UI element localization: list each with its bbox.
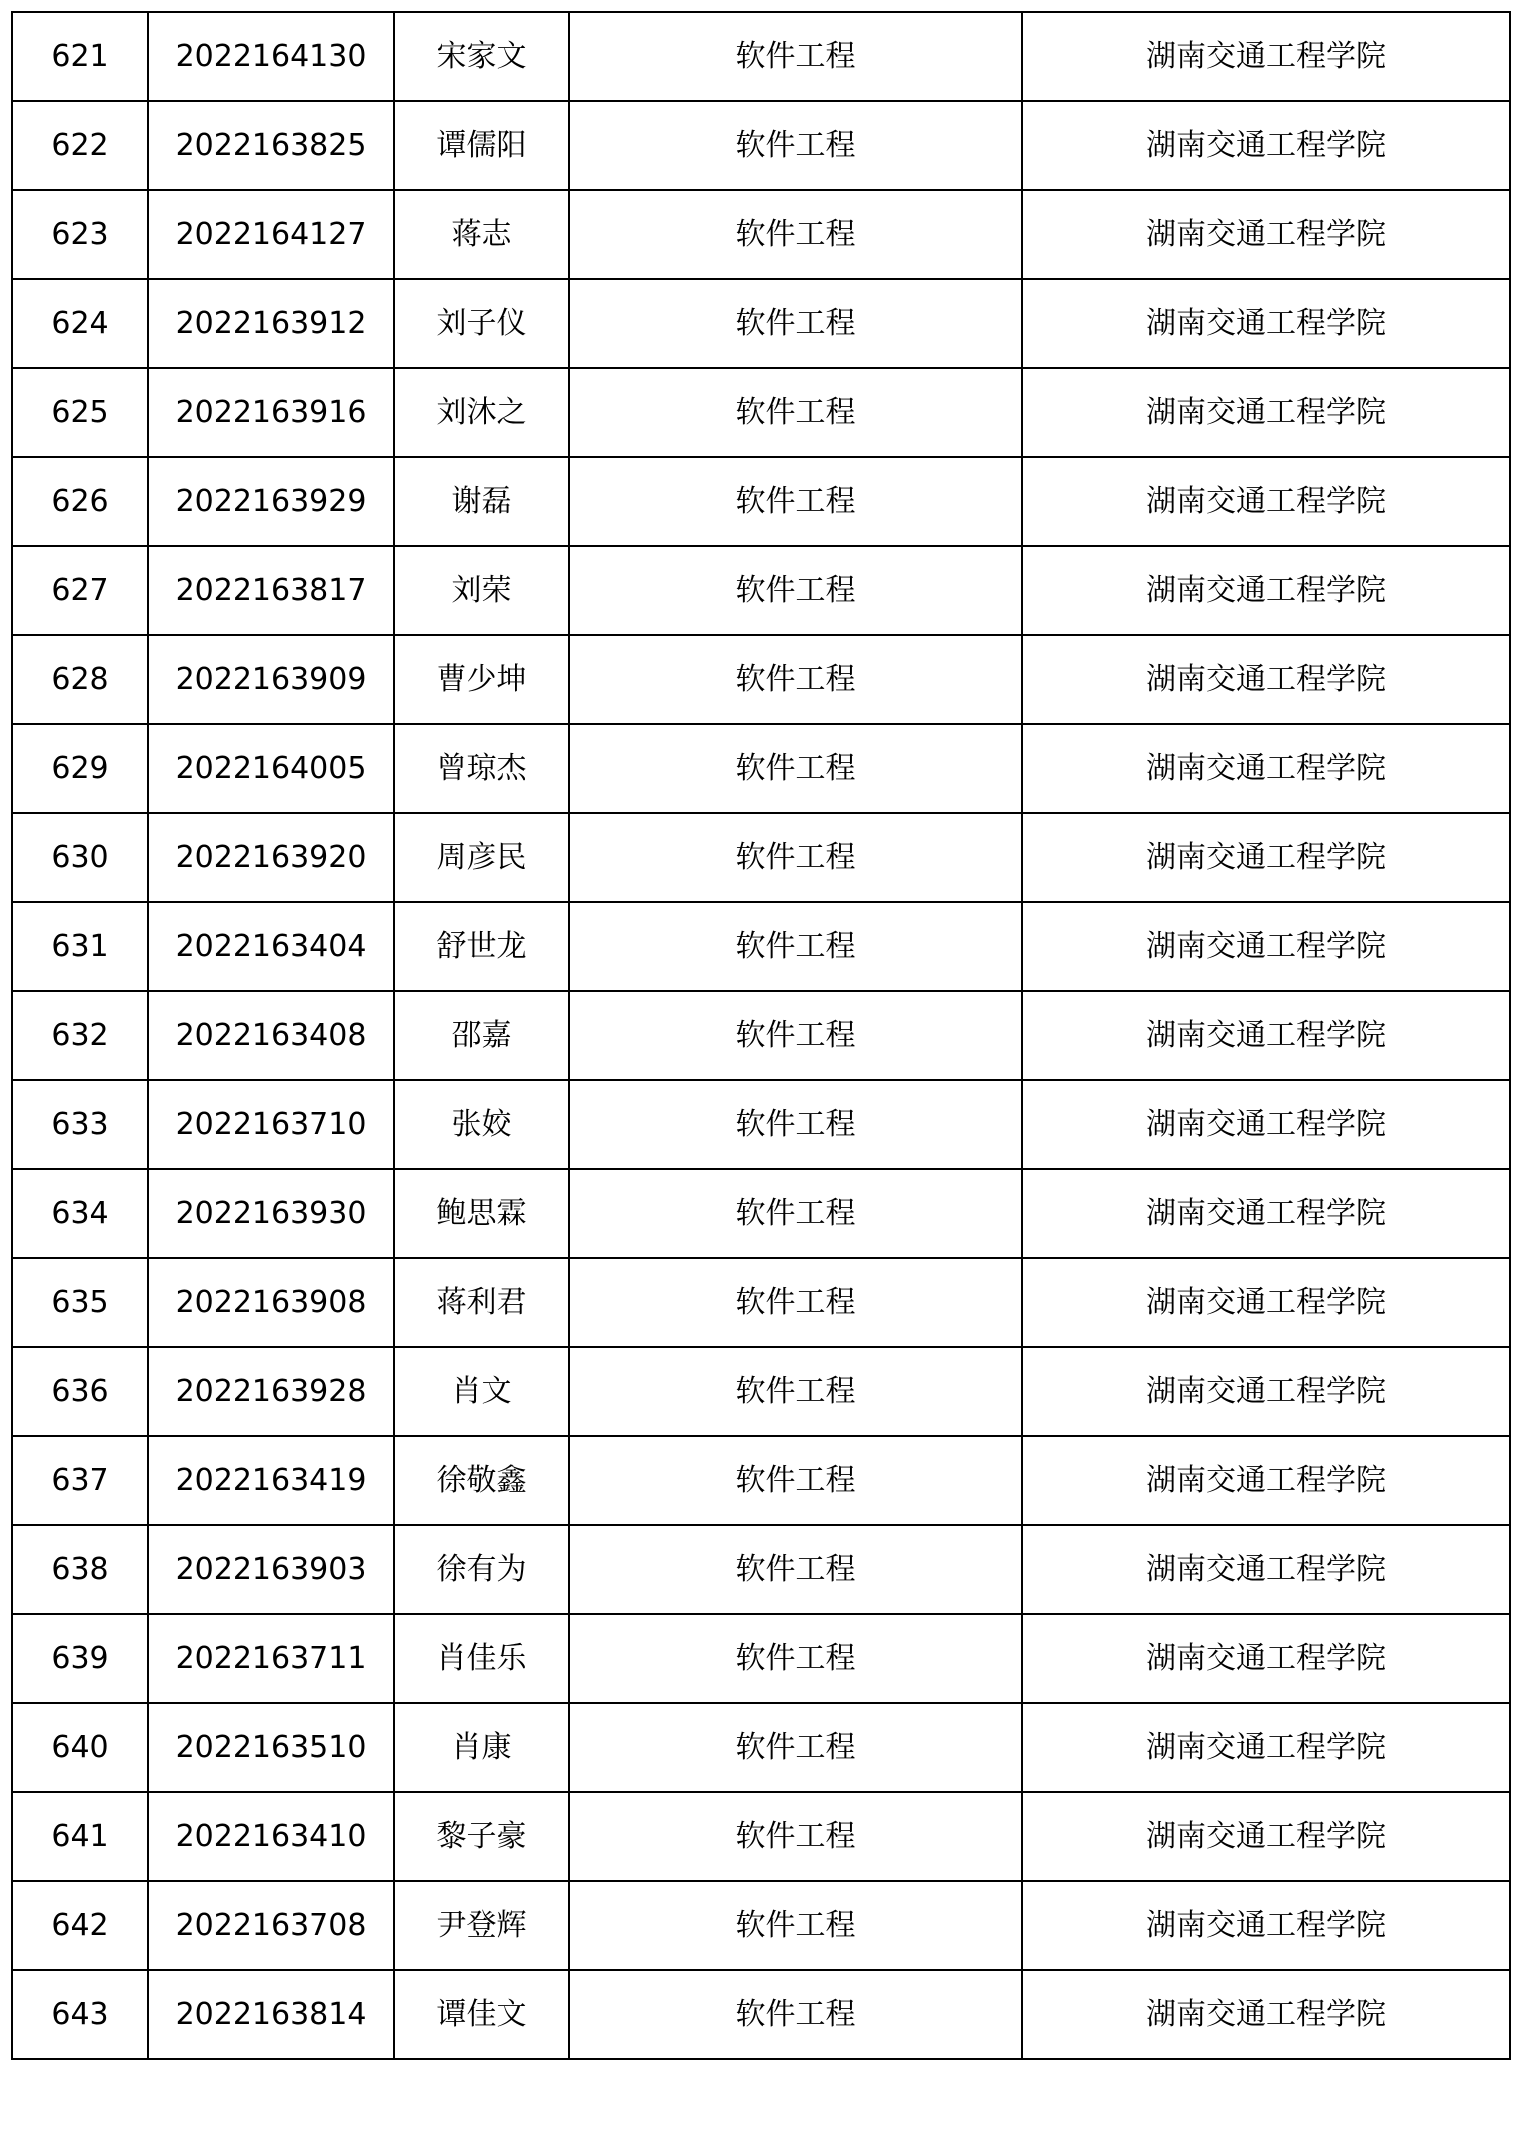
table-row (12, 813, 1510, 902)
student-name-cell: 谭佳文 (394, 1970, 569, 2059)
table-row (12, 1792, 1510, 1881)
table-row (12, 991, 1510, 1080)
serial-number-cell: 642 (12, 1881, 148, 1970)
serial-number-cell: 623 (12, 190, 148, 279)
major-cell: 软件工程 (569, 1525, 1022, 1614)
student-name-cell: 曾琼杰 (394, 724, 569, 813)
student-name-cell: 刘荣 (394, 546, 569, 635)
major-cell: 软件工程 (569, 1080, 1022, 1169)
table-row (12, 1881, 1510, 1970)
student-name-cell: 张姣 (394, 1080, 569, 1169)
table-row (12, 546, 1510, 635)
major-cell: 软件工程 (569, 279, 1022, 368)
student-roster-table (11, 11, 1511, 2060)
student-name-cell: 邵嘉 (394, 991, 569, 1080)
table-row (12, 1436, 1510, 1525)
serial-number-cell: 638 (12, 1525, 148, 1614)
table-row (12, 1703, 1510, 1792)
table-row (12, 1169, 1510, 1258)
major-cell: 软件工程 (569, 635, 1022, 724)
student-name-cell: 肖康 (394, 1703, 569, 1792)
table-row (12, 457, 1510, 546)
serial-number-cell: 637 (12, 1436, 148, 1525)
major-cell: 软件工程 (569, 368, 1022, 457)
school-cell: 湖南交通工程学院 (1022, 279, 1510, 368)
major-cell: 软件工程 (569, 1347, 1022, 1436)
student-id-cell: 2022163825 (148, 101, 394, 190)
school-cell: 湖南交通工程学院 (1022, 1792, 1510, 1881)
student-name-cell: 徐有为 (394, 1525, 569, 1614)
major-cell: 软件工程 (569, 991, 1022, 1080)
student-id-cell: 2022163408 (148, 991, 394, 1080)
student-name-cell: 曹少坤 (394, 635, 569, 724)
student-id-cell: 2022163903 (148, 1525, 394, 1614)
major-cell: 软件工程 (569, 101, 1022, 190)
table-row (12, 1525, 1510, 1614)
student-id-cell: 2022163930 (148, 1169, 394, 1258)
school-cell: 湖南交通工程学院 (1022, 1881, 1510, 1970)
student-name-cell: 肖佳乐 (394, 1614, 569, 1703)
student-name-cell: 舒世龙 (394, 902, 569, 991)
table-row (12, 1258, 1510, 1347)
serial-number-cell: 625 (12, 368, 148, 457)
student-name-cell: 宋家文 (394, 12, 569, 101)
student-id-cell: 2022163928 (148, 1347, 394, 1436)
major-cell: 软件工程 (569, 724, 1022, 813)
student-id-cell: 2022163410 (148, 1792, 394, 1881)
student-id-cell: 2022163814 (148, 1970, 394, 2059)
major-cell: 软件工程 (569, 1970, 1022, 2059)
serial-number-cell: 636 (12, 1347, 148, 1436)
serial-number-cell: 621 (12, 12, 148, 101)
school-cell: 湖南交通工程学院 (1022, 813, 1510, 902)
major-cell: 软件工程 (569, 1436, 1022, 1525)
serial-number-cell: 622 (12, 101, 148, 190)
school-cell: 湖南交通工程学院 (1022, 1258, 1510, 1347)
major-cell: 软件工程 (569, 190, 1022, 279)
student-id-cell: 2022163711 (148, 1614, 394, 1703)
student-name-cell: 谭儒阳 (394, 101, 569, 190)
roster-body (12, 12, 1510, 2059)
school-cell: 湖南交通工程学院 (1022, 1080, 1510, 1169)
table-row (12, 902, 1510, 991)
table-row (12, 12, 1510, 101)
table-row (12, 101, 1510, 190)
student-id-cell: 2022163909 (148, 635, 394, 724)
serial-number-cell: 640 (12, 1703, 148, 1792)
school-cell: 湖南交通工程学院 (1022, 1436, 1510, 1525)
major-cell: 软件工程 (569, 546, 1022, 635)
major-cell: 软件工程 (569, 1881, 1022, 1970)
student-name-cell: 谢磊 (394, 457, 569, 546)
student-id-cell: 2022163817 (148, 546, 394, 635)
major-cell: 软件工程 (569, 813, 1022, 902)
serial-number-cell: 627 (12, 546, 148, 635)
serial-number-cell: 626 (12, 457, 148, 546)
table-row (12, 724, 1510, 813)
serial-number-cell: 629 (12, 724, 148, 813)
student-name-cell: 肖文 (394, 1347, 569, 1436)
student-id-cell: 2022164005 (148, 724, 394, 813)
serial-number-cell: 632 (12, 991, 148, 1080)
school-cell: 湖南交通工程学院 (1022, 1614, 1510, 1703)
school-cell: 湖南交通工程学院 (1022, 457, 1510, 546)
major-cell: 软件工程 (569, 12, 1022, 101)
major-cell: 软件工程 (569, 1258, 1022, 1347)
serial-number-cell: 631 (12, 902, 148, 991)
serial-number-cell: 624 (12, 279, 148, 368)
table-row (12, 190, 1510, 279)
major-cell: 软件工程 (569, 1169, 1022, 1258)
table-row (12, 1970, 1510, 2059)
school-cell: 湖南交通工程学院 (1022, 1525, 1510, 1614)
table-row (12, 279, 1510, 368)
school-cell: 湖南交通工程学院 (1022, 1347, 1510, 1436)
school-cell: 湖南交通工程学院 (1022, 724, 1510, 813)
school-cell: 湖南交通工程学院 (1022, 902, 1510, 991)
student-id-cell: 2022164130 (148, 12, 394, 101)
school-cell: 湖南交通工程学院 (1022, 1169, 1510, 1258)
student-id-cell: 2022163708 (148, 1881, 394, 1970)
student-name-cell: 蒋利君 (394, 1258, 569, 1347)
table-row (12, 1614, 1510, 1703)
serial-number-cell: 641 (12, 1792, 148, 1881)
school-cell: 湖南交通工程学院 (1022, 635, 1510, 724)
serial-number-cell: 630 (12, 813, 148, 902)
student-id-cell: 2022163404 (148, 902, 394, 991)
student-id-cell: 2022164127 (148, 190, 394, 279)
major-cell: 软件工程 (569, 1792, 1022, 1881)
table-row (12, 1347, 1510, 1436)
student-name-cell: 周彦民 (394, 813, 569, 902)
table-row (12, 368, 1510, 457)
major-cell: 软件工程 (569, 1614, 1022, 1703)
school-cell: 湖南交通工程学院 (1022, 546, 1510, 635)
serial-number-cell: 639 (12, 1614, 148, 1703)
student-id-cell: 2022163908 (148, 1258, 394, 1347)
student-name-cell: 蒋志 (394, 190, 569, 279)
student-id-cell: 2022163920 (148, 813, 394, 902)
school-cell: 湖南交通工程学院 (1022, 368, 1510, 457)
student-id-cell: 2022163916 (148, 368, 394, 457)
serial-number-cell: 634 (12, 1169, 148, 1258)
student-id-cell: 2022163510 (148, 1703, 394, 1792)
student-id-cell: 2022163710 (148, 1080, 394, 1169)
serial-number-cell: 628 (12, 635, 148, 724)
school-cell: 湖南交通工程学院 (1022, 991, 1510, 1080)
student-id-cell: 2022163419 (148, 1436, 394, 1525)
student-id-cell: 2022163912 (148, 279, 394, 368)
school-cell: 湖南交通工程学院 (1022, 190, 1510, 279)
school-cell: 湖南交通工程学院 (1022, 12, 1510, 101)
major-cell: 软件工程 (569, 902, 1022, 991)
serial-number-cell: 635 (12, 1258, 148, 1347)
major-cell: 软件工程 (569, 457, 1022, 546)
student-name-cell: 黎子豪 (394, 1792, 569, 1881)
table-row (12, 635, 1510, 724)
student-name-cell: 尹登辉 (394, 1881, 569, 1970)
school-cell: 湖南交通工程学院 (1022, 1703, 1510, 1792)
school-cell: 湖南交通工程学院 (1022, 101, 1510, 190)
student-name-cell: 鲍思霖 (394, 1169, 569, 1258)
major-cell: 软件工程 (569, 1703, 1022, 1792)
serial-number-cell: 633 (12, 1080, 148, 1169)
student-name-cell: 徐敬鑫 (394, 1436, 569, 1525)
student-name-cell: 刘沐之 (394, 368, 569, 457)
student-name-cell: 刘子仪 (394, 279, 569, 368)
student-id-cell: 2022163929 (148, 457, 394, 546)
school-cell: 湖南交通工程学院 (1022, 1970, 1510, 2059)
table-row (12, 1080, 1510, 1169)
serial-number-cell: 643 (12, 1970, 148, 2059)
